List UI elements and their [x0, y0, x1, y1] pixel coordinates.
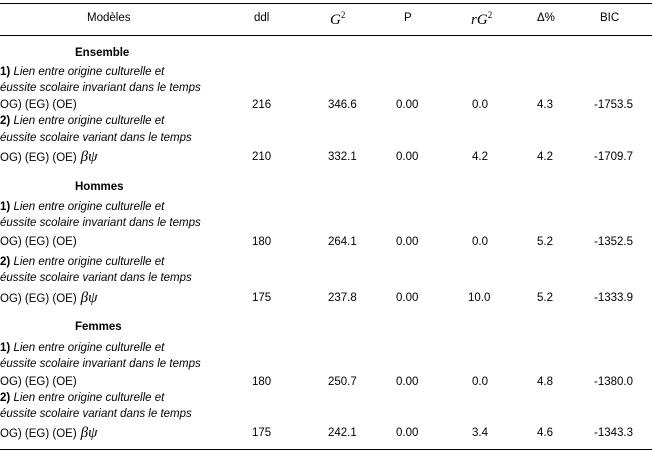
cell-ddl: 180: [252, 376, 272, 388]
cell-p: 0.00: [396, 427, 419, 439]
cell-ddl: 216: [252, 99, 272, 111]
cell-rg2: 0.0: [472, 236, 488, 248]
cell-bic: -1333.9: [594, 292, 634, 304]
cell-p: 0.00: [396, 292, 419, 304]
model-line-2: éussite scolaire invariant dans le temps: [0, 358, 201, 370]
model-description: [0, 255, 164, 269]
model-effects: OG) (EG) (OE): [0, 428, 77, 440]
header-rg2-r: r: [471, 12, 477, 28]
model-line-1: Lien entre origine culturelle et: [13, 392, 165, 404]
cell-bic: -1709.7: [594, 151, 634, 163]
header-rg2-g: G: [476, 12, 488, 28]
model-number: 2): [0, 256, 11, 268]
cell-bic: -1343.3: [594, 427, 634, 439]
cell-rg2: 0.0: [472, 376, 488, 388]
cell-delta: 5.2: [537, 236, 553, 248]
model-description: [0, 391, 164, 405]
cell-ddl: 175: [252, 427, 272, 439]
model-line-3: OG) (EG) (OE): [0, 376, 77, 388]
header-g2: [330, 8, 345, 27]
header-bottom-rule: [0, 35, 652, 36]
model-description: [0, 65, 164, 79]
cell-g2: 250.7: [328, 376, 357, 388]
model-number: 1): [0, 342, 11, 354]
model-line-2: éussite scolaire variant dans le temps: [0, 132, 192, 144]
beta-psi-symbol: βψ: [80, 290, 98, 306]
model-number: 2): [0, 115, 11, 127]
model-description: [0, 200, 164, 214]
cell-g2: 332.1: [328, 151, 357, 163]
section-title-femmes: Femmes: [75, 321, 122, 333]
model-line-3: [0, 291, 97, 306]
cell-delta: 4.2: [537, 151, 553, 163]
cell-delta: 4.8: [537, 376, 553, 388]
cell-rg2: 3.4: [472, 427, 488, 439]
cell-g2: 237.8: [328, 292, 357, 304]
header-bic: BIC: [600, 12, 620, 24]
cell-bic: -1753.5: [594, 99, 634, 111]
model-line-1: Lien entre origine culturelle et: [13, 342, 165, 354]
header-delta: Δ%: [537, 12, 555, 24]
cell-g2: 346.6: [328, 99, 357, 111]
table-top-rule: [0, 3, 652, 4]
model-line-3: OG) (EG) (OE): [0, 236, 77, 248]
cell-bic: -1380.0: [594, 376, 634, 388]
header-models: Modèles: [87, 12, 131, 24]
cell-bic: -1352.5: [594, 236, 634, 248]
cell-p: 0.00: [396, 376, 419, 388]
cell-ddl: 180: [252, 236, 272, 248]
model-line-2: éussite scolaire variant dans le temps: [0, 408, 192, 420]
cell-rg2: 0.0: [472, 99, 488, 111]
section-title-ensemble: Ensemble: [75, 47, 130, 59]
model-effects: OG) (EG) (OE): [0, 152, 77, 164]
cell-delta: 4.6: [537, 427, 553, 439]
cell-p: 0.00: [396, 151, 419, 163]
cell-delta: 5.2: [537, 292, 553, 304]
header-g2-exponent: 2: [340, 10, 346, 20]
model-number: 2): [0, 392, 11, 404]
table-bottom-rule: [0, 449, 652, 450]
cell-rg2: 10.0: [468, 292, 491, 304]
model-line-2: éussite scolaire invariant dans le temps: [0, 82, 201, 94]
beta-psi-symbol: βψ: [80, 149, 98, 165]
model-line-2: éussite scolaire variant dans le temps: [0, 272, 192, 284]
header-p: P: [404, 12, 412, 24]
cell-g2: 264.1: [328, 236, 357, 248]
model-line-3: [0, 426, 97, 441]
cell-rg2: 4.2: [472, 151, 488, 163]
cell-ddl: 210: [252, 151, 272, 163]
cell-ddl: 175: [252, 292, 272, 304]
model-number: 1): [0, 66, 11, 78]
header-rg2-exponent: 2: [487, 10, 493, 20]
model-line-3: OG) (EG) (OE): [0, 99, 77, 111]
header-rg2: [471, 8, 492, 27]
model-line-1: Lien entre origine culturelle et: [13, 201, 165, 213]
cell-delta: 4.3: [537, 99, 553, 111]
beta-psi-symbol: βψ: [80, 425, 98, 441]
model-line-1: Lien entre origine culturelle et: [13, 115, 165, 127]
model-line-2: éussite scolaire invariant dans le temps: [0, 217, 201, 229]
model-line-1: Lien entre origine culturelle et: [13, 256, 165, 268]
cell-g2: 242.1: [328, 427, 357, 439]
cell-p: 0.00: [396, 99, 419, 111]
model-number: 1): [0, 201, 11, 213]
model-effects: OG) (EG) (OE): [0, 293, 77, 305]
cell-p: 0.00: [396, 236, 419, 248]
header-g2-symbol: G: [330, 12, 341, 28]
model-line-3: [0, 150, 97, 165]
model-description: [0, 114, 164, 128]
header-ddl: ddl: [254, 12, 270, 24]
model-line-1: Lien entre origine culturelle et: [13, 66, 165, 78]
section-title-hommes: Hommes: [75, 181, 124, 193]
model-description: [0, 341, 164, 355]
